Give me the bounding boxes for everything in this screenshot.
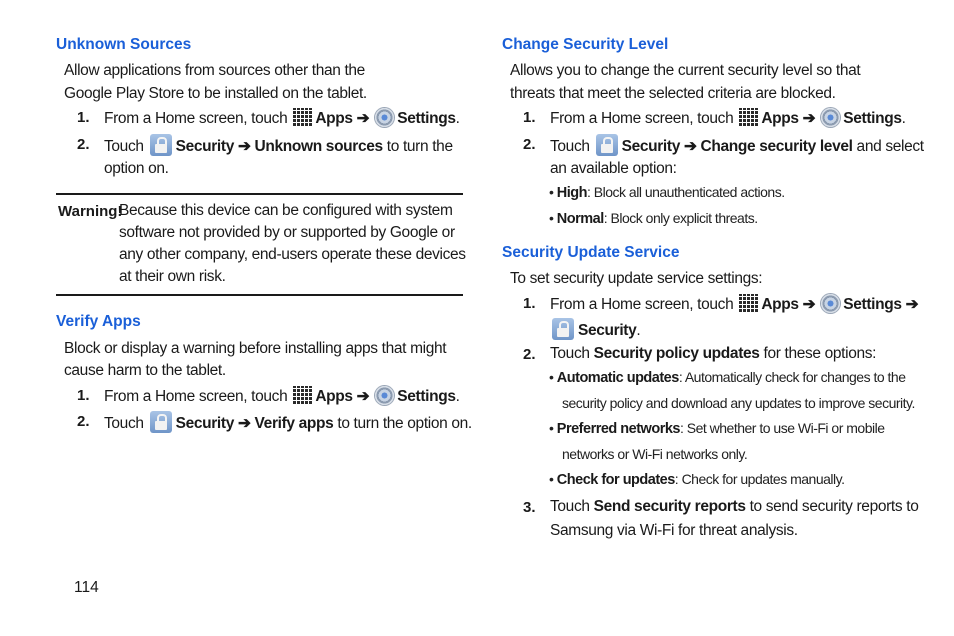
bullet-high: • High: Block all unauthenticated actions. (549, 184, 785, 201)
csl-step1: From a Home screen, touch Apps ➔ Settings. (550, 110, 906, 127)
sus-step3-cont: Samsung via Wi-Fi for threat analysis. (550, 522, 798, 539)
warning-label: Warning! (58, 203, 123, 220)
send-security-reports-label: Send security reports (593, 498, 746, 515)
security-label: Security (175, 415, 234, 432)
lock-icon (150, 411, 172, 433)
bullet-automatic-updates: • Automatic updates: Automatically check for changes to the security policy and download any updates to improve security. (549, 369, 915, 411)
step-number: 2. (77, 413, 90, 430)
unknown-sources-step1: From a Home screen, touch Apps ➔ Settings. (104, 110, 460, 127)
heading-unknown-sources: Unknown Sources (56, 36, 192, 53)
security-label: Security (578, 322, 637, 339)
heading-security-update-service: Security Update Service (502, 244, 680, 261)
lock-icon (150, 134, 172, 156)
sus-step2: Touch Security policy updates for these options: (550, 345, 877, 362)
step-number: 2. (77, 136, 90, 153)
apps-grid-icon (293, 108, 313, 126)
apps-label: Apps (315, 110, 353, 127)
apps-label: Apps (315, 388, 353, 405)
gear-icon (821, 294, 840, 313)
change-security-level-label: Change security level (700, 138, 853, 155)
step-number: 3. (523, 499, 536, 516)
lock-icon (552, 318, 574, 340)
heading-change-security-level: Change Security Level (502, 36, 669, 53)
apps-grid-icon (739, 294, 759, 312)
heading-verify-apps: Verify Apps (56, 313, 141, 330)
page-number: 114 (74, 579, 99, 596)
verify-apps-intro-1: Block or display a warning before installing apps that might (64, 340, 447, 357)
step-number: 1. (523, 109, 536, 126)
bullet-check-for-updates: • Check for updates: Check for updates manually. (549, 471, 845, 488)
step-number: 2. (523, 136, 536, 153)
apps-label: Apps (761, 110, 799, 127)
gear-icon (821, 108, 840, 127)
unknown-sources-step2: Touch Security ➔ Unknown sources to turn the (104, 134, 453, 156)
settings-label: Settings (397, 388, 456, 405)
verify-apps-intro-2: cause harm to the tablet. (64, 362, 226, 379)
sus-step3: Touch Send security reports to send security reports to (550, 498, 919, 515)
step-number: 1. (77, 387, 90, 404)
warning-line-4: at their own risk. (119, 268, 226, 285)
csl-intro-2: threats that meet the selected criteria are blocked. (510, 85, 836, 102)
security-label: Security (621, 138, 680, 155)
csl-intro-1: Allows you to change the current security level so that (510, 62, 861, 79)
sus-step1: From a Home screen, touch Apps ➔ Settings ➔ (550, 296, 919, 313)
csl-step2-cont: an available option: (550, 160, 677, 177)
verify-apps-step2: Touch Security ➔ Verify apps to turn the option on. (104, 411, 472, 433)
unknown-sources-intro-2: Google Play Store to be installed on the tablet. (64, 85, 367, 102)
lock-icon (596, 134, 618, 156)
warning-line-1: Because this device can be configured with system (119, 202, 453, 219)
settings-label: Settings (843, 296, 902, 313)
verify-apps-step1: From a Home screen, touch Apps ➔ Settings. (104, 388, 460, 405)
unknown-sources-label: Unknown sources (254, 138, 383, 155)
warning-bottom-rule (56, 294, 463, 296)
security-label: Security (175, 138, 234, 155)
bullet-preferred-networks: • Preferred networks: Set whether to use Wi-Fi or mobile networks or Wi-Fi networks only. (549, 420, 885, 462)
step-text: From a Home screen, touch (104, 110, 288, 127)
warning-line-2: software not provided by or supported by Google or (119, 224, 455, 241)
step-number: 1. (77, 109, 90, 126)
arrow-icon: ➔ (356, 110, 370, 127)
gear-icon (375, 108, 394, 127)
unknown-sources-step2-cont: option on. (104, 160, 169, 177)
settings-label: Settings (397, 110, 456, 127)
gear-icon (375, 386, 394, 405)
warning-top-rule (56, 193, 463, 195)
settings-label: Settings (843, 110, 902, 127)
warning-line-3: any other company, end-users operate these devices (119, 246, 466, 263)
bullet-normal: • Normal: Block only explicit threats. (549, 210, 758, 227)
security-policy-updates-label: Security policy updates (593, 345, 760, 362)
sus-intro: To set security update service settings: (510, 270, 763, 287)
verify-apps-label: Verify apps (254, 415, 334, 432)
step-number: 1. (523, 295, 536, 312)
apps-label: Apps (761, 296, 799, 313)
apps-grid-icon (293, 386, 313, 404)
unknown-sources-intro-1: Allow applications from sources other than the (64, 62, 365, 79)
csl-step2: Touch Security ➔ Change security level and select (550, 134, 924, 156)
sus-step1-cont: Security. (550, 318, 640, 340)
apps-grid-icon (739, 108, 759, 126)
step-number: 2. (523, 346, 536, 363)
